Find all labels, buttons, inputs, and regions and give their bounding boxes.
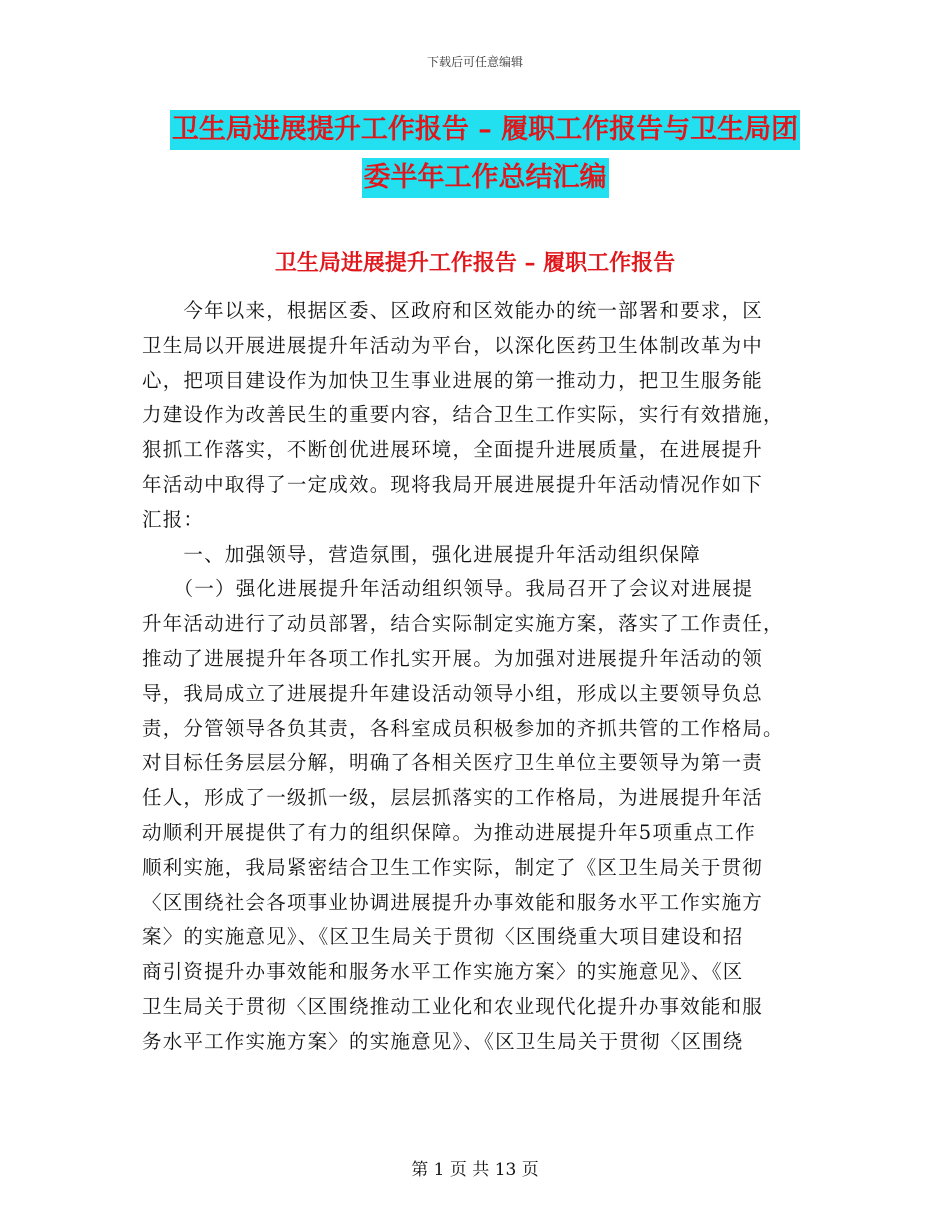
- body-line: 狠抓工作落实，不断创优进展环境，全面提升进展质量，在进展提升: [142, 438, 764, 462]
- body-line: 推动了进展提升年各项工作扎实开展。为加强对进展提升年活动的领: [142, 646, 764, 670]
- body-line: 对目标任务层层分解，明确了各相关医疗卫生单位主要领导为第一责: [142, 751, 764, 775]
- body-line: 责，分管领导各负其责，各科室成员积极参加的齐抓共管的工作格局。: [142, 716, 784, 740]
- document-title-line-2: 委半年工作总结汇编: [362, 158, 609, 198]
- body-line: 汇报：: [142, 507, 205, 531]
- body-line: 一、加强领导，营造氛围，强化进展提升年活动组织保障: [142, 542, 701, 566]
- body-text: [142, 294, 808, 1060]
- body-line: 顺利实施，我局紧密结合卫生工作实际，制定了《区卫生局关于贯彻: [142, 855, 764, 879]
- body-line: 年活动中取得了一定成效。现将我局开展进展提升年活动情况作如下: [142, 472, 764, 496]
- document-title: [140, 110, 830, 198]
- body-line: 卫生局以开展进展提升年活动为平台，以深化医药卫生体制改革为中: [142, 333, 764, 357]
- body-line: 〈区围绕社会各项事业协调进展提升办事效能和服务水平工作实施方: [142, 890, 764, 914]
- body-line: 案〉的实施意见》、《区卫生局关于贯彻〈区围绕重大项目建设和招: [142, 925, 744, 949]
- body-line: 任人，形成了一级抓一级，层层抓落实的工作格局，为进展提升年活: [142, 786, 764, 810]
- body-line: 升年活动进行了动员部署，结合实际制定实施方案，落实了工作责任，: [142, 612, 784, 636]
- body-line: 务水平工作实施方案〉的实施意见》、《区卫生局关于贯彻〈区围绕: [142, 1029, 744, 1053]
- body-line: 商引资提升办事效能和服务水平工作实施方案〉的实施意见》、《区: [142, 960, 744, 984]
- section-title: 卫生局进展提升工作报告 – 履职工作报告: [274, 250, 676, 276]
- body-line: 卫生局关于贯彻〈区围绕推动工业化和农业现代化提升办事效能和服: [142, 994, 764, 1018]
- body-line: 力建设作为改善民生的重要内容，结合卫生工作实际，实行有效措施，: [142, 403, 784, 427]
- body-line: 心，把项目建设作为加快卫生事业进展的第一推动力，把卫生服务能: [142, 368, 764, 392]
- page-number: 第 1 页 共 13 页: [411, 1160, 539, 1180]
- body-line: （一）强化进展提升年活动组织领导。我局召开了会议对进展提: [142, 577, 754, 601]
- page-header-note: 下载后可任意编辑: [426, 55, 523, 69]
- body-line: 动顺利开展提供了有力的组织保障。为推动进展提升年5项重点工作: [142, 820, 756, 844]
- body-line: 导，我局成立了进展提升年建设活动领导小组，形成以主要领导负总: [142, 681, 764, 705]
- document-title-line-1: 卫生局进展提升工作报告 – 履职工作报告与卫生局团: [170, 110, 800, 150]
- body-line: 今年以来，根据区委、区政府和区效能办的统一部署和要求，区: [142, 299, 764, 322]
